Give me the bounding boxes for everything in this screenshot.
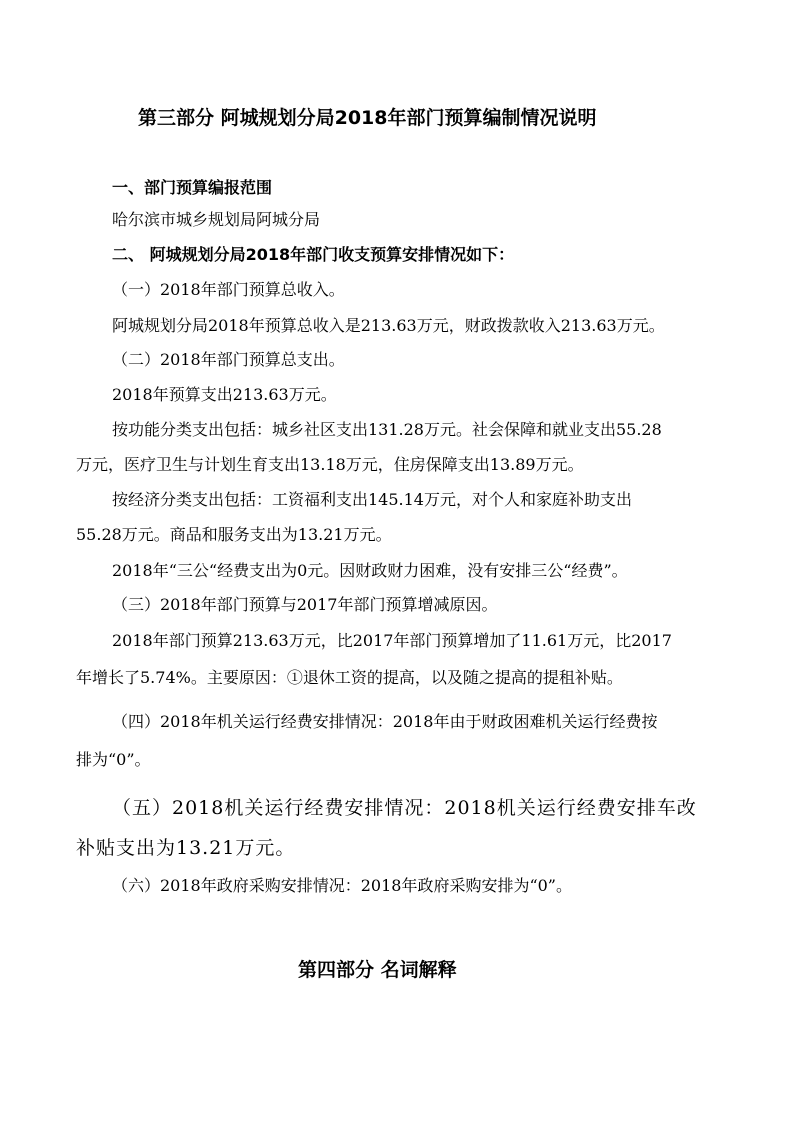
section1-body: 哈尔滨市城乡规划局阿城分局: [112, 210, 321, 229]
sub5-line2: 补贴支出为13.21万元。: [76, 837, 296, 859]
sub4-line1: （四）2018年机关运行经费安排情况：2018年由于财政困难机关运行经费按: [112, 712, 658, 731]
part3-title: 第三部分 阿城规划分局2018年部门预算编制情况说明: [138, 107, 597, 129]
sub1-heading: （一）2018年部门预算总收入。: [112, 280, 345, 299]
functional-classification-line1: 按功能分类支出包括：城乡社区支出131.28万元。社会保障和就业支出55.28: [112, 420, 662, 439]
section1-heading: 一、部门预算编报范围: [112, 178, 273, 197]
sub6: （六）2018年政府采购安排情况：2018年政府采购安排为“0”。: [112, 876, 572, 895]
economic-classification-line2: 55.28万元。商品和服务支出为13.21万元。: [76, 525, 392, 544]
three-public-expenses: 2018年“三公“经费支出为0元。因财政财力困难，没有安排三公“经费”。: [112, 561, 628, 580]
sub2-body: 2018年预算支出213.63万元。: [112, 385, 337, 404]
functional-classification-line2: 万元，医疗卫生与计划生育支出13.18万元，住房保障支出13.89万元。: [76, 455, 584, 474]
sub2-heading: （二）2018年部门预算总支出。: [112, 350, 345, 369]
economic-classification-line1: 按经济分类支出包括：工资福利支出145.14万元，对个人和家庭补助支出: [112, 490, 632, 509]
sub3-heading: （三）2018年部门预算与2017年部门预算增减原因。: [112, 595, 498, 614]
sub4-line2: 排为“0”。: [76, 750, 151, 769]
sub5-line1: （五）2018机关运行经费安排情况：2018机关运行经费安排车改: [112, 797, 697, 819]
part4-title: 第四部分 名词解释: [298, 959, 457, 981]
section2-heading: 二、 阿城规划分局2018年部门收支预算安排情况如下：: [112, 245, 515, 264]
sub1-body: 阿城规划分局2018年预算总收入是213.63万元，财政拨款收入213.63万元。: [112, 316, 665, 335]
sub3-line2: 年增长了5.74%。主要原因：①退休工资的提高，以及随之提高的提租补贴。: [76, 668, 623, 687]
sub3-line1: 2018年部门预算213.63万元，比2017年部门预算增加了11.61万元，比2017: [112, 631, 672, 650]
